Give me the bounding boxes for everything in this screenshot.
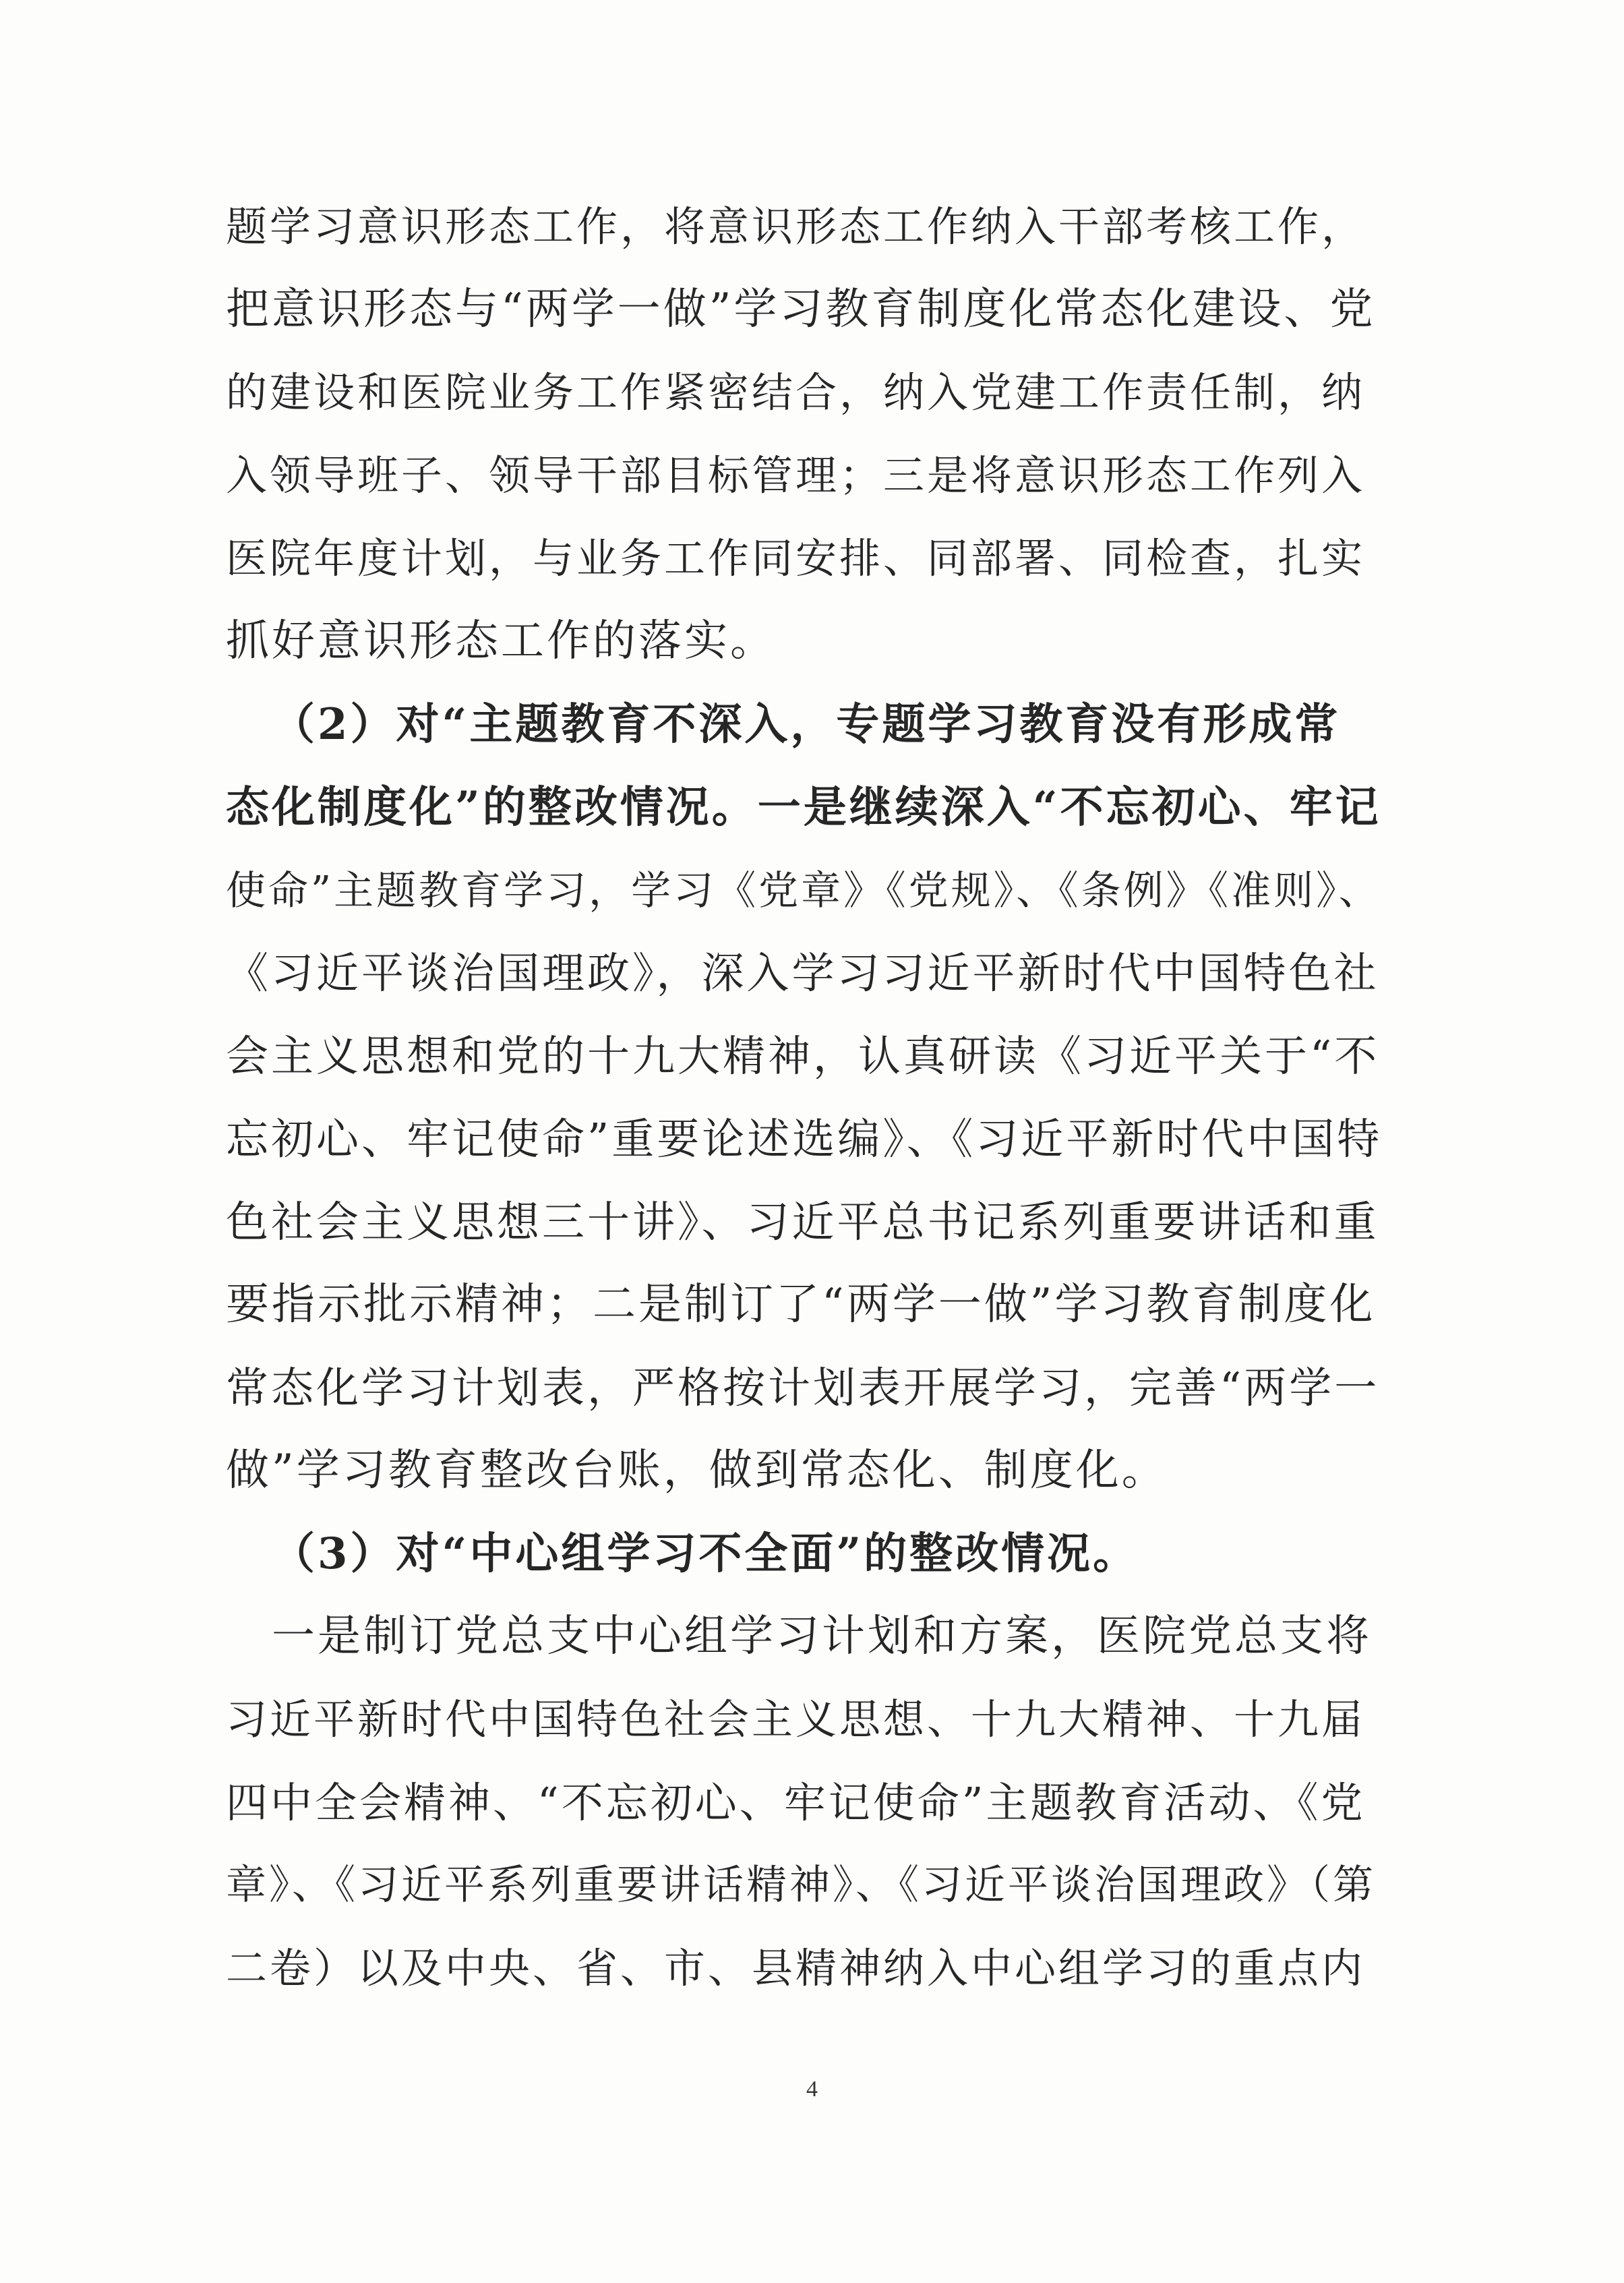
text-line: （3）对“中心组学习不全面”的整改情况。: [272, 1529, 1139, 1579]
text-line: 把意识形态与“两学一做”学习教育制度化常态化建设、党: [226, 285, 1376, 334]
page-number: 4: [806, 2077, 818, 2102]
text-line: 入领导班子、领导干部目标管理；三是将意识形态工作列入: [226, 452, 1366, 500]
text-line: 习近平新时代中国特色社会主义思想、十九大精神、十九届: [226, 1696, 1366, 1744]
body-text: [226, 185, 1382, 2010]
text-line: 二卷）以及中央、省、市、县精神纳入中心组学习的重点内: [226, 1945, 1366, 1992]
text-line: 色社会主义思想三十讲》、习近平总书记系列重要讲话和重: [226, 1197, 1379, 1247]
text-line: 一是制订党总支中心组学习计划和方案，医院党总支将: [272, 1611, 1372, 1661]
text-line: （2）对“主题教育不深入，专题学习教育没有形成常: [272, 699, 1341, 750]
text-line: 使命”主题教育学习，学习《党章》《党规》、《条例》《准则》、: [226, 867, 1381, 914]
text-line: 做”学习教育整改台账，做到常态化、制度化。: [226, 1446, 1168, 1495]
text-line: 的建设和医院业务工作紧密结合，纳入党建工作责任制，纳: [226, 369, 1366, 417]
text-line: 四中全会精神、“不忘初心、牢记使命”主题教育活动、《党: [226, 1778, 1366, 1827]
text-line: 《习近平谈治国理政》，深入学习习近平新时代中国特色社: [226, 949, 1379, 998]
text-line: 忘初心、牢记使命”重要论述选编》、《习近平新时代中国特: [226, 1115, 1383, 1164]
text-line: 题学习意识形态工作，将意识形态工作纳入干部考核工作，: [226, 203, 1366, 251]
text-line: 要指示批示精神；二是制订了“两学一做”学习教育制度化: [226, 1280, 1376, 1330]
text-line: 常态化学习计划表，严格按计划表开展学习，完善“两学一: [226, 1363, 1380, 1413]
text-line: 章》、《习近平系列重要讲话精神》、《习近平谈治国理政》（第: [226, 1862, 1376, 1909]
text-line: 态化制度化”的整改情况。一是继续深入“不忘初心、牢记: [226, 782, 1381, 833]
text-line: 抓好意识形态工作的落实。: [226, 616, 776, 666]
text-line: 医院年度计划，与业务工作同安排、同部署、同检查，扎实: [226, 535, 1366, 583]
text-line: 会主义思想和党的十九大精神，认真研读《习近平关于“不: [226, 1032, 1380, 1081]
